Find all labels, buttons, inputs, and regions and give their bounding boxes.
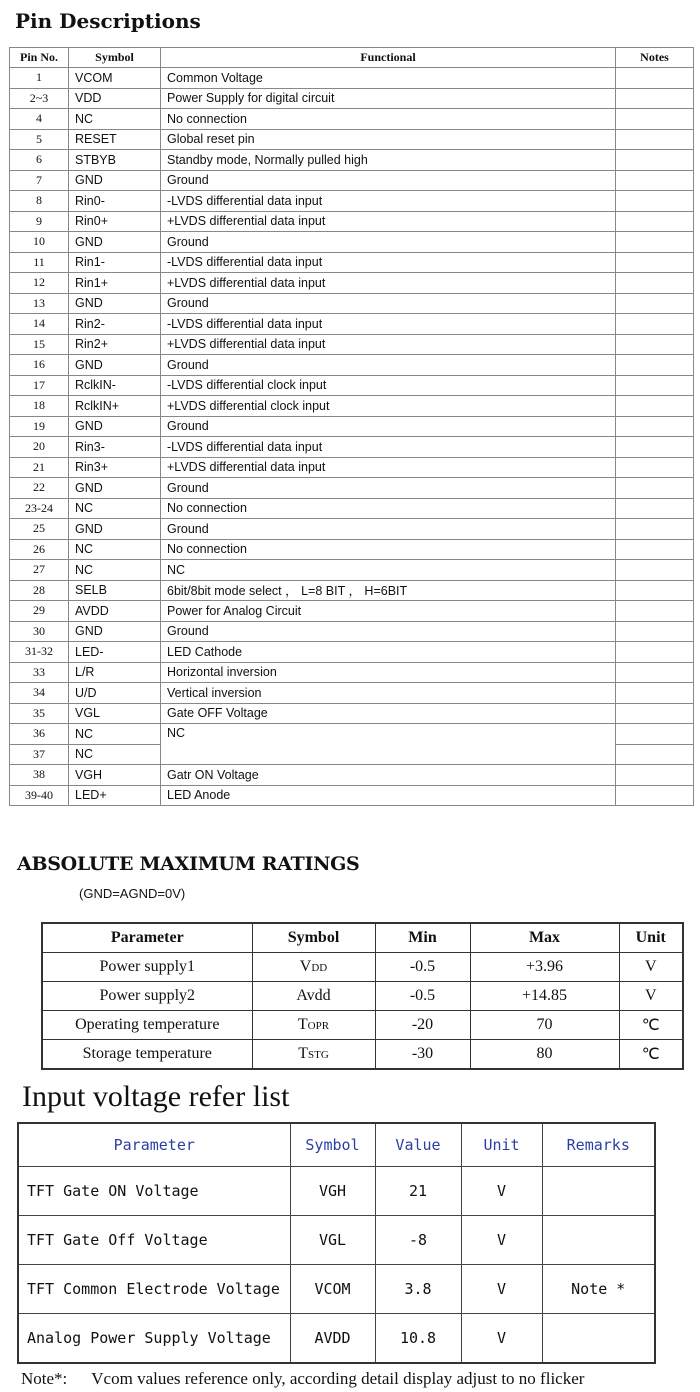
table-row <box>10 560 694 581</box>
pin-no: 9 <box>10 211 69 232</box>
amr-symbol: Vdd <box>252 953 375 982</box>
pin-no: 30 <box>10 621 69 642</box>
table-row <box>10 478 694 499</box>
footnote-text: Vcom values reference only, according detail display adjust to no flicker <box>91 1369 585 1388</box>
pin-symbol: GND <box>69 621 161 642</box>
table-row <box>10 191 694 212</box>
ground-reference-note: (GND=AGND=0V) <box>79 886 186 901</box>
pin-symbol: Rin1- <box>69 252 161 273</box>
pin-no: 4 <box>10 109 69 130</box>
header-remarks: Remarks <box>542 1123 655 1167</box>
table-row <box>10 662 694 683</box>
pin-function: Ground <box>161 416 616 437</box>
table-row <box>10 314 694 335</box>
pin-function: -LVDS differential data input <box>161 314 616 335</box>
amr-symbol: Avdd <box>252 982 375 1011</box>
pin-note <box>616 539 694 560</box>
pin-function: No connection <box>161 498 616 519</box>
pin-no: 10 <box>10 232 69 253</box>
header-notes: Notes <box>616 48 694 68</box>
pin-symbol: LED+ <box>69 785 161 806</box>
ivr-value: 21 <box>375 1167 461 1216</box>
pin-no: 37 <box>10 744 69 765</box>
table-row <box>10 88 694 109</box>
pin-no: 21 <box>10 457 69 478</box>
pin-no: 18 <box>10 396 69 417</box>
pin-note <box>616 744 694 765</box>
table-row <box>10 232 694 253</box>
table-row <box>10 785 694 806</box>
table-row <box>18 1167 655 1216</box>
pin-function: Ground <box>161 355 616 376</box>
pin-symbol: GND <box>69 170 161 191</box>
pin-symbol: NC <box>69 498 161 519</box>
pin-function: Ground <box>161 170 616 191</box>
pin-note <box>616 150 694 171</box>
pin-symbol: Rin1+ <box>69 273 161 294</box>
pin-symbol: L/R <box>69 662 161 683</box>
pin-no: 27 <box>10 560 69 581</box>
footnote-label: Note*: <box>21 1369 68 1388</box>
pin-function: -LVDS differential clock input <box>161 375 616 396</box>
pin-symbol: Rin3+ <box>69 457 161 478</box>
pin-no: 39-40 <box>10 785 69 806</box>
pin-function: Gatr ON Voltage <box>161 765 616 786</box>
pin-function: Ground <box>161 519 616 540</box>
ivr-value: 10.8 <box>375 1314 461 1364</box>
pin-note <box>616 498 694 519</box>
ivr-value: -8 <box>375 1216 461 1265</box>
table-row <box>10 355 694 376</box>
pin-no: 13 <box>10 293 69 314</box>
ivr-symbol: VGH <box>290 1167 375 1216</box>
pin-descriptions-title: Pin Descriptions <box>15 9 201 33</box>
amr-max: +14.85 <box>470 982 619 1011</box>
pin-function: +LVDS differential clock input <box>161 396 616 417</box>
pin-symbol: GND <box>69 232 161 253</box>
ivr-remarks <box>542 1216 655 1265</box>
pin-no: 5 <box>10 129 69 150</box>
pin-no: 38 <box>10 765 69 786</box>
amr-min: -0.5 <box>375 953 470 982</box>
amr-parameter: Power supply2 <box>42 982 252 1011</box>
pin-no: 16 <box>10 355 69 376</box>
pin-function: Vertical inversion <box>161 683 616 704</box>
pin-table-header <box>10 48 694 68</box>
pin-symbol: NC <box>69 744 161 765</box>
table-row <box>10 683 694 704</box>
table-row <box>10 724 694 745</box>
table-row <box>10 396 694 417</box>
amr-max: 80 <box>470 1040 619 1070</box>
ivr-remarks <box>542 1167 655 1216</box>
ivr-parameter: Analog Power Supply Voltage <box>18 1314 290 1364</box>
pin-note <box>616 621 694 642</box>
pin-no: 6 <box>10 150 69 171</box>
pin-note <box>616 560 694 581</box>
amr-unit: ℃ <box>619 1011 683 1040</box>
table-row <box>10 252 694 273</box>
header-parameter: Parameter <box>42 923 252 953</box>
pin-function: Ground <box>161 478 616 499</box>
pin-symbol: NC <box>69 539 161 560</box>
pin-note <box>616 314 694 335</box>
pin-symbol: GND <box>69 293 161 314</box>
pin-function: No connection <box>161 539 616 560</box>
table-row <box>10 129 694 150</box>
pin-note <box>616 642 694 663</box>
pin-note <box>616 457 694 478</box>
pin-symbol: NC <box>69 109 161 130</box>
amr-min: -30 <box>375 1040 470 1070</box>
pin-symbol: GND <box>69 519 161 540</box>
vcom-footnote <box>21 1369 584 1389</box>
pin-note <box>616 478 694 499</box>
pin-no: 25 <box>10 519 69 540</box>
pin-no: 11 <box>10 252 69 273</box>
pin-descriptions-table <box>9 47 694 806</box>
pin-function: Standby mode, Normally pulled high <box>161 150 616 171</box>
pin-symbol: VDD <box>69 88 161 109</box>
pin-note <box>616 601 694 622</box>
amr-unit: ℃ <box>619 1040 683 1070</box>
pin-note <box>616 68 694 89</box>
pin-symbol: NC <box>69 560 161 581</box>
pin-note <box>616 109 694 130</box>
table-row <box>10 150 694 171</box>
pin-symbol: RclkIN+ <box>69 396 161 417</box>
pin-note <box>616 703 694 724</box>
table-row <box>10 437 694 458</box>
pin-no: 12 <box>10 273 69 294</box>
pin-function: +LVDS differential data input <box>161 273 616 294</box>
pin-note <box>616 273 694 294</box>
table-row <box>42 953 683 982</box>
pin-note <box>616 519 694 540</box>
pin-note <box>616 396 694 417</box>
pin-no: 34 <box>10 683 69 704</box>
pin-function: LED Anode <box>161 785 616 806</box>
pin-note <box>616 191 694 212</box>
pin-note <box>616 170 694 191</box>
pin-function: +LVDS differential data input <box>161 334 616 355</box>
ivr-remarks <box>542 1314 655 1364</box>
header-parameter: Parameter <box>18 1123 290 1167</box>
table-row <box>42 982 683 1011</box>
ivr-remarks: Note * <box>542 1265 655 1314</box>
absolute-maximum-ratings-table <box>41 922 684 1070</box>
table-row <box>10 621 694 642</box>
amr-min: -20 <box>375 1011 470 1040</box>
pin-symbol: LED- <box>69 642 161 663</box>
table-row <box>10 642 694 663</box>
amr-max: +3.96 <box>470 953 619 982</box>
pin-no: 22 <box>10 478 69 499</box>
absolute-maximum-ratings-title: ABSOLUTE MAXIMUM RATINGS <box>17 853 360 875</box>
pin-no: 23-24 <box>10 498 69 519</box>
table-row <box>10 601 694 622</box>
table-row <box>10 519 694 540</box>
amr-table-header <box>42 923 683 953</box>
header-min: Min <box>375 923 470 953</box>
pin-note <box>616 129 694 150</box>
pin-symbol: U/D <box>69 683 161 704</box>
amr-parameter: Power supply1 <box>42 953 252 982</box>
pin-function: Common Voltage <box>161 68 616 89</box>
pin-no: 35 <box>10 703 69 724</box>
pin-note <box>616 416 694 437</box>
amr-parameter: Operating temperature <box>42 1011 252 1040</box>
header-pin-no: Pin No. <box>10 48 69 68</box>
header-unit: Unit <box>461 1123 542 1167</box>
pin-symbol: Rin0+ <box>69 211 161 232</box>
amr-symbol: Tstg <box>252 1040 375 1070</box>
ivr-value: 3.8 <box>375 1265 461 1314</box>
table-row <box>10 68 694 89</box>
pin-function: Horizontal inversion <box>161 662 616 683</box>
table-row <box>10 580 694 601</box>
pin-note <box>616 683 694 704</box>
pin-note <box>616 211 694 232</box>
table-row <box>10 170 694 191</box>
ivr-symbol: VGL <box>290 1216 375 1265</box>
pin-note <box>616 88 694 109</box>
pin-note <box>616 252 694 273</box>
pin-function: -LVDS differential data input <box>161 252 616 273</box>
table-row <box>42 1040 683 1070</box>
table-row <box>10 375 694 396</box>
pin-table-body <box>10 68 694 806</box>
amr-symbol: Topr <box>252 1011 375 1040</box>
table-row <box>18 1314 655 1364</box>
amr-unit: V <box>619 982 683 1011</box>
pin-no: 20 <box>10 437 69 458</box>
pin-symbol: VCOM <box>69 68 161 89</box>
pin-function: NC <box>161 560 616 581</box>
pin-function: Gate OFF Voltage <box>161 703 616 724</box>
pin-function: -LVDS differential data input <box>161 191 616 212</box>
input-voltage-table <box>17 1122 656 1364</box>
pin-note <box>616 765 694 786</box>
pin-no: 8 <box>10 191 69 212</box>
pin-note <box>616 437 694 458</box>
pin-note <box>616 355 694 376</box>
pin-symbol: VGL <box>69 703 161 724</box>
pin-function: Global reset pin <box>161 129 616 150</box>
ivr-unit: V <box>461 1167 542 1216</box>
pin-no: 33 <box>10 662 69 683</box>
pin-note <box>616 785 694 806</box>
pin-no: 29 <box>10 601 69 622</box>
table-row <box>10 109 694 130</box>
pin-symbol: GND <box>69 416 161 437</box>
pin-symbol: Rin2- <box>69 314 161 335</box>
pin-no: 14 <box>10 314 69 335</box>
header-unit: Unit <box>619 923 683 953</box>
pin-note <box>616 580 694 601</box>
header-symbol: Symbol <box>252 923 375 953</box>
pin-symbol: VGH <box>69 765 161 786</box>
pin-no: 1 <box>10 68 69 89</box>
pin-function: Ground <box>161 232 616 253</box>
table-row <box>10 293 694 314</box>
pin-note <box>616 375 694 396</box>
pin-symbol: GND <box>69 355 161 376</box>
pin-no: 17 <box>10 375 69 396</box>
ivr-unit: V <box>461 1314 542 1364</box>
pin-no: 31-32 <box>10 642 69 663</box>
ivr-unit: V <box>461 1216 542 1265</box>
table-row <box>10 457 694 478</box>
pin-function: No connection <box>161 109 616 130</box>
ivr-parameter: TFT Gate ON Voltage <box>18 1167 290 1216</box>
pin-function: 6bit/8bit mode select ， L=8 BIT ， H=6BIT <box>161 580 616 601</box>
pin-symbol: SELB <box>69 580 161 601</box>
pin-no: 15 <box>10 334 69 355</box>
pin-symbol: STBYB <box>69 150 161 171</box>
amr-max: 70 <box>470 1011 619 1040</box>
pin-no: 26 <box>10 539 69 560</box>
pin-note <box>616 662 694 683</box>
ivr-symbol: AVDD <box>290 1314 375 1364</box>
pin-symbol: RclkIN- <box>69 375 161 396</box>
pin-symbol: Rin0- <box>69 191 161 212</box>
ivr-parameter: TFT Common Electrode Voltage <box>18 1265 290 1314</box>
header-functional: Functional <box>161 48 616 68</box>
table-row <box>18 1216 655 1265</box>
table-row <box>10 498 694 519</box>
table-row <box>10 273 694 294</box>
pin-function: Ground <box>161 293 616 314</box>
table-row <box>42 1011 683 1040</box>
amr-unit: V <box>619 953 683 982</box>
pin-function: Power for Analog Circuit <box>161 601 616 622</box>
pin-symbol: NC <box>69 724 161 745</box>
pin-function: +LVDS differential data input <box>161 211 616 232</box>
pin-symbol: Rin2+ <box>69 334 161 355</box>
pin-symbol: RESET <box>69 129 161 150</box>
ivr-table-header <box>18 1123 655 1167</box>
pin-symbol: GND <box>69 478 161 499</box>
pin-symbol: AVDD <box>69 601 161 622</box>
input-voltage-title: Input voltage refer list <box>22 1080 290 1113</box>
pin-note <box>616 724 694 745</box>
amr-parameter: Storage temperature <box>42 1040 252 1070</box>
table-row <box>10 211 694 232</box>
ivr-parameter: TFT Gate Off Voltage <box>18 1216 290 1265</box>
pin-symbol: Rin3- <box>69 437 161 458</box>
pin-function: Power Supply for digital circuit <box>161 88 616 109</box>
pin-no: 36 <box>10 724 69 745</box>
pin-no: 7 <box>10 170 69 191</box>
pin-function: -LVDS differential data input <box>161 437 616 458</box>
header-symbol: Symbol <box>290 1123 375 1167</box>
header-value: Value <box>375 1123 461 1167</box>
ivr-unit: V <box>461 1265 542 1314</box>
pin-note <box>616 232 694 253</box>
pin-function: Ground <box>161 621 616 642</box>
table-row <box>10 416 694 437</box>
pin-no: 28 <box>10 580 69 601</box>
pin-no: 2~3 <box>10 88 69 109</box>
pin-function: NC <box>161 724 616 765</box>
pin-note <box>616 293 694 314</box>
pin-function: +LVDS differential data input <box>161 457 616 478</box>
ivr-symbol: VCOM <box>290 1265 375 1314</box>
amr-min: -0.5 <box>375 982 470 1011</box>
table-row <box>10 703 694 724</box>
pin-note <box>616 334 694 355</box>
table-row <box>10 765 694 786</box>
table-row <box>10 539 694 560</box>
pin-function: LED Cathode <box>161 642 616 663</box>
table-row <box>10 334 694 355</box>
header-symbol: Symbol <box>69 48 161 68</box>
table-row <box>18 1265 655 1314</box>
header-max: Max <box>470 923 619 953</box>
pin-no: 19 <box>10 416 69 437</box>
